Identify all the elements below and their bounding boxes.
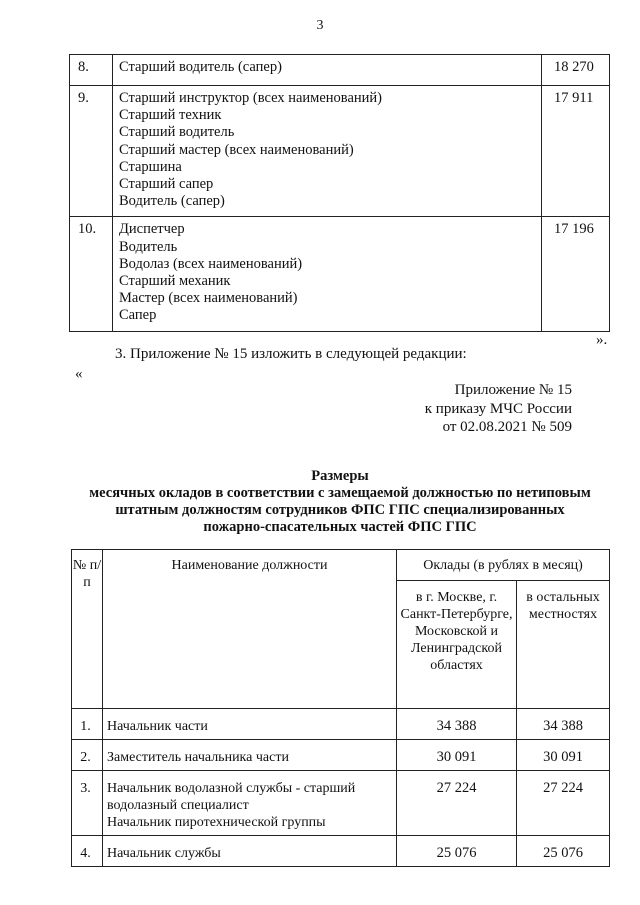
position-name: Старшина <box>119 158 182 175</box>
header-number: № п/п <box>72 550 103 709</box>
position-list <box>113 55 542 86</box>
position-name: Водитель (сапер) <box>119 193 225 210</box>
position-name: Водитель <box>119 238 178 255</box>
table-row <box>70 55 610 86</box>
table-row <box>70 86 610 217</box>
table-header-row <box>72 550 610 581</box>
row-number: 9. <box>70 86 113 217</box>
position-list <box>113 217 542 331</box>
table-row <box>72 740 610 771</box>
title-line: Размеры <box>311 468 369 484</box>
row-number: 4. <box>72 836 103 867</box>
page-number: 3 <box>316 18 324 33</box>
position-name: Заместитель начальника части <box>103 740 397 771</box>
title-line: месячных окладов в соответствии с замещаемой должностью по нетиповым <box>89 485 591 501</box>
amendment-item-text: 3. Приложение № 15 изложить в следующей редакции: <box>115 346 467 362</box>
appendix-number: Приложение № 15 <box>454 382 572 398</box>
position-name: Старший техник <box>119 107 222 124</box>
salary-value: 17 911 <box>542 86 610 217</box>
salary-other: 30 091 <box>517 740 610 771</box>
position-name: Старший инструктор (всех наименований) <box>119 90 382 106</box>
header-other-regions: в остальных местностях <box>517 581 610 709</box>
table-row <box>70 217 610 331</box>
position-list <box>113 86 542 217</box>
table-row <box>72 836 610 867</box>
opening-quote-mark: « <box>75 366 83 382</box>
position-name: Сапер <box>119 307 157 324</box>
row-number: 3. <box>72 771 103 836</box>
position-name: Старший сапер <box>119 176 214 193</box>
appendix-order-ref: к приказу МЧС России <box>424 400 572 417</box>
row-number: 8. <box>70 55 113 86</box>
salary-table <box>71 549 610 867</box>
position-name: Начальник водолазной службы - старший водолазный специалист Начальник пиротехнической группы <box>103 771 397 836</box>
position-name: Водолаз (всех наименований) <box>119 255 303 272</box>
salary-other: 27 224 <box>517 771 610 836</box>
title-line: штатным должностям сотрудников ФПС ГПС специализированных <box>115 502 565 518</box>
salary-value: 17 196 <box>542 217 610 331</box>
header-salaries: Оклады (в рублях в месяц) <box>397 550 610 581</box>
table-row <box>72 709 610 740</box>
salary-other: 34 388 <box>517 709 610 740</box>
position-name: Старший мастер (всех наименований) <box>119 141 354 158</box>
salary-value: 18 270 <box>542 55 610 86</box>
salary-other: 25 076 <box>517 836 610 867</box>
row-number: 2. <box>72 740 103 771</box>
salary-moscow: 25 076 <box>397 836 517 867</box>
appendix-header <box>425 381 572 437</box>
header-moscow: в г. Москве, г. Санкт-Петербурге, Московской и Ленинградской областях <box>397 581 517 709</box>
row-number: 10. <box>70 217 113 331</box>
salary-moscow: 34 388 <box>397 709 517 740</box>
table-row <box>72 771 610 836</box>
position-name: Мастер (всех наименований) <box>119 290 298 307</box>
appendix-order-date: от 02.08.2021 № 509 <box>442 419 572 435</box>
position-name: Старший водитель <box>119 124 235 141</box>
header-position-name: Наименование должности <box>103 550 397 709</box>
positions-table <box>69 54 610 332</box>
position-name: Старший механик <box>119 273 231 290</box>
document-title <box>70 468 610 536</box>
position-name: Диспетчер <box>119 221 185 238</box>
position-name: Начальник службы <box>103 836 397 867</box>
row-number: 1. <box>72 709 103 740</box>
title-line: пожарно-спасательных частей ФПС ГПС <box>203 519 477 535</box>
position-name: Начальник части <box>103 709 397 740</box>
position-name: Старший водитель (сапер) <box>119 59 282 75</box>
salary-moscow: 27 224 <box>397 771 517 836</box>
salary-moscow: 30 091 <box>397 740 517 771</box>
closing-quote-mark: ». <box>596 332 608 348</box>
